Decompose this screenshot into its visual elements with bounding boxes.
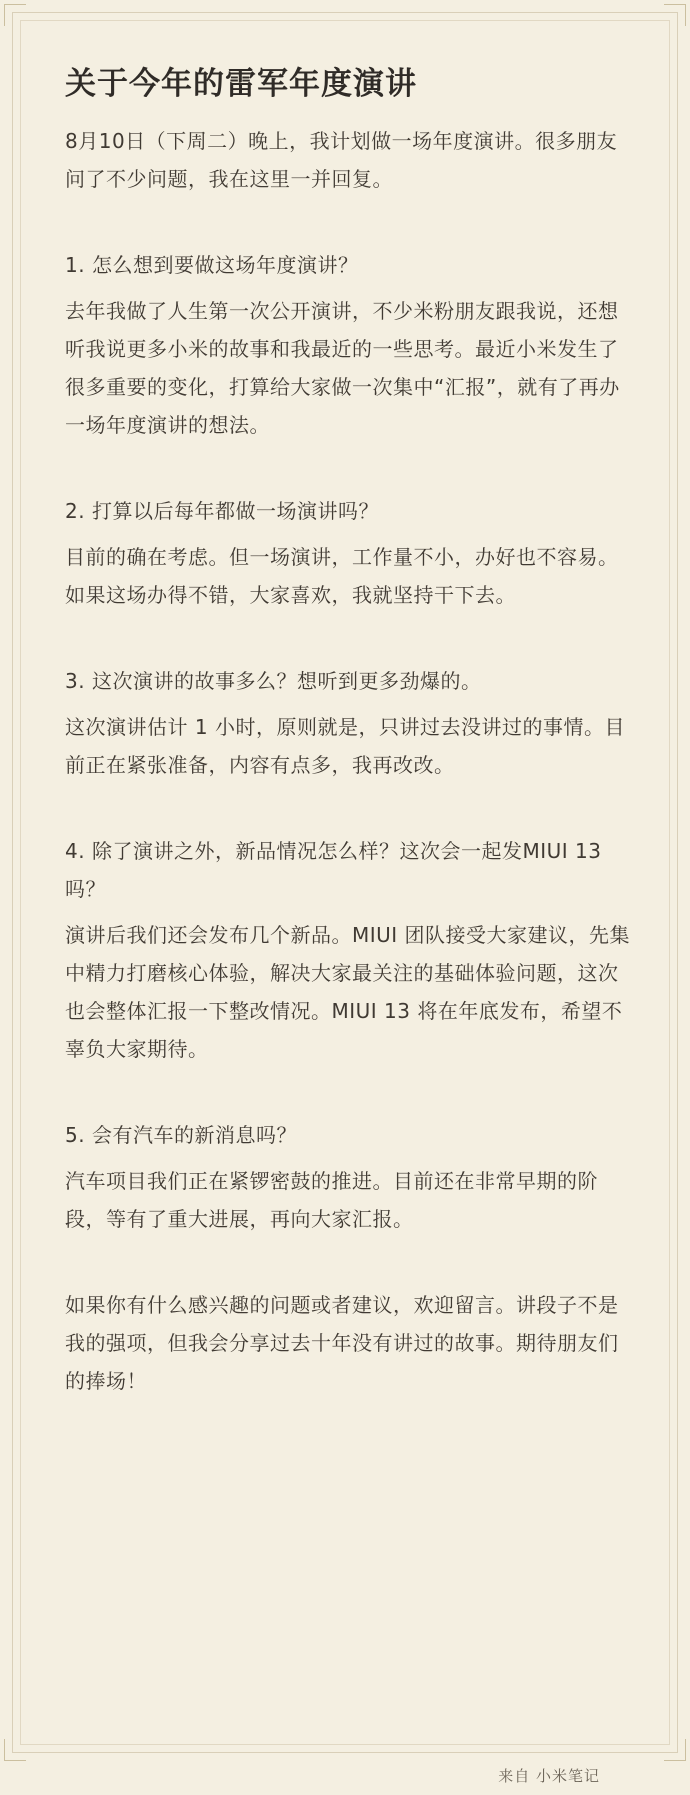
- question-2: 2. 打算以后每年都做一场演讲吗？: [65, 499, 379, 523]
- closing-paragraph: 如果你有什么感兴趣的问题或者建议，欢迎留言。讲段子不是我的强项，但我会分享过去十年没有讲过的故事。期待朋友们的捧场！: [65, 1293, 619, 1393]
- answer-1: 去年我做了人生第一次公开演讲，不少米粉朋友跟我说，还想听我说更多小米的故事和我最近的一些思考。最近小米发生了很多重要的变化，打算给大家做一次集中“汇报”，就有了再办一场年度演讲的想法。: [65, 299, 620, 437]
- intro-paragraph: 8月10日（下周二）晚上，我计划做一场年度演讲。很多朋友问了不少问题，我在这里一并回复。: [65, 129, 618, 191]
- source-footer: 来自 小米笔记: [498, 1767, 600, 1785]
- answer-5: 汽车项目我们正在紧锣密鼓的推进。目前还在非常早期的阶段，等有了重大进展，再向大家汇报。: [65, 1169, 598, 1231]
- frame-corner-ornament: [4, 4, 26, 26]
- frame-corner-ornament: [4, 1739, 26, 1761]
- article-body: [65, 52, 637, 1400]
- article-title: 关于今年的雷军年度演讲: [65, 66, 417, 102]
- answer-3: 这次演讲估计 1 小时，原则就是，只讲过去没讲过的事情。目前正在紧张准备，内容有点多，我再改改。: [65, 715, 625, 777]
- answer-2: 目前的确在考虑。但一场演讲，工作量不小，办好也不容易。如果这场办得不错，大家喜欢，我就坚持干下去。: [65, 545, 619, 607]
- frame-corner-ornament: [664, 1739, 686, 1761]
- question-3: 3. 这次演讲的故事多么？想听到更多劲爆的。: [65, 669, 482, 693]
- frame-corner-ornament: [664, 4, 686, 26]
- question-5: 5. 会有汽车的新消息吗？: [65, 1123, 297, 1147]
- question-1: 1. 怎么想到要做这场年度演讲？: [65, 253, 359, 277]
- question-4: 4. 除了演讲之外，新品情况怎么样？这次会一起发MIUI 13吗？: [65, 839, 602, 901]
- answer-4: 演讲后我们还会发布几个新品。MIUI 团队接受大家建议，先集中精力打磨核心体验，解决大家最关注的基础体验问题，这次也会整体汇报一下整改情况。MIUI 13 将在年底发布，希望不辜负大家期待。: [65, 923, 631, 1061]
